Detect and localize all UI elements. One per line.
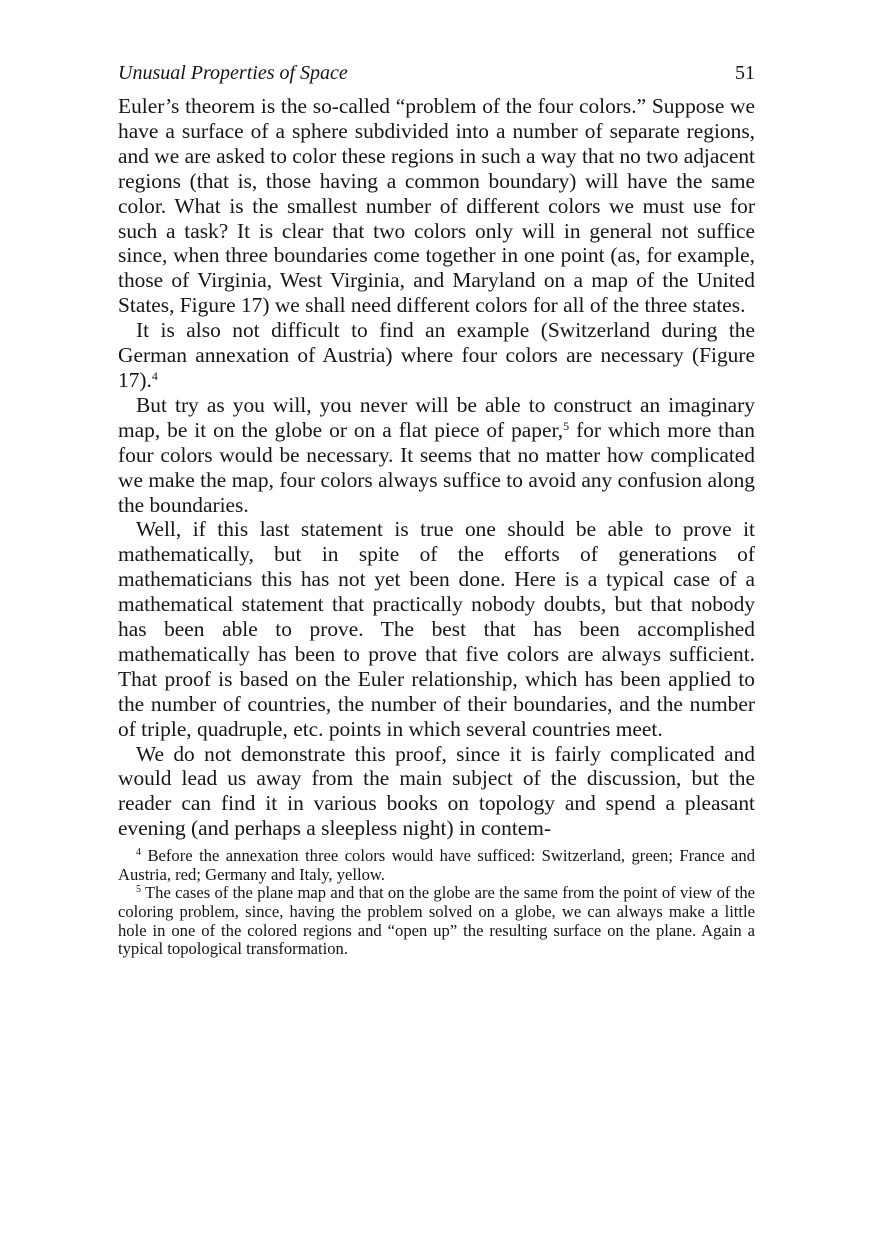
paragraph-text: for which more than four colors would be necessary. It seems that no matter how complicated we make the map, four colors always suffice to avoid any confusion along the boundaries. [118,417,755,517]
footnote-reference: 5 [563,418,570,433]
paragraph-text: Well, if this last statement is true one should be able to prove it mathematically, but in spite of the efforts of generations of mathematicians this has not yet been done. Here is a typical case of a mathematical statement that practically nobody doubts, but that nobody has been able to prove. The best that has been accomplished mathematically has been to prove that five colors are always sufficient. That proof is based on the Euler relationship, which has been applied to the number of countries, the number of their boundaries, and the number of triple, quadruple, etc. points in which several countries meet. [118,517,755,741]
paragraph [118,517,755,741]
paragraph [118,742,755,842]
paragraph-text: But try as you will, you never will be able to construct an imaginary map, be it on the globe or on a flat piece of paper, [118,392,755,442]
paragraph [118,318,755,393]
paragraph [118,94,755,318]
book-page [118,62,755,959]
footnote-number: 4 [136,847,141,859]
paragraph-text: We do not demonstrate this proof, since it is fairly complicated and would lead us away from the main subject of the discussion, but the reader can find it in various books on topology and spend a pleasant evening (and perhaps a sleepless night) in contem- [118,741,755,841]
paragraph-text: It is also not difficult to find an example (Switzerland during the German annexation of Austria) where four colors are necessary (Figure 17). [118,318,755,392]
paragraph-text: Euler’s theorem is the so-called “problem of the four colors.” Suppose we have a surface of a sphere subdivided into a number of separate regions, and we are asked to color these regions in such a way that no two adjacent regions (that is, those having a common boundary) will have the same color. What is the smallest number of different colors we must use for such a task? It is clear that two colors only will in general not suffice since, when three boundaries come together in one point (as, for example, those of Virginia, West Virginia, and Maryland on a map of the United States, Figure 17) we shall need different colors for all of the three states. [118,94,755,318]
footnotes [118,847,755,959]
running-head [118,62,755,92]
footnote [118,884,755,958]
paragraph [118,393,755,518]
body-text [118,94,755,841]
page-number: 51 [735,62,755,84]
footnote [118,847,755,884]
running-title: Unusual Properties of Space [118,62,348,84]
footnote-reference: 4 [151,368,158,383]
footnote-number: 5 [136,884,141,896]
footnote-text: Before the annexation three colors would have sufficed: Switzerland, green; France and Austria, red; Germany and Italy, yellow. [118,846,755,884]
footnote-text: The cases of the plane map and that on the globe are the same from the point of view of the coloring problem, since, having the problem solved on a globe, we can always make a little hole in one of the colored regions and “open up” the resulting surface on the plane. Again a typical topological transformation. [118,883,755,959]
